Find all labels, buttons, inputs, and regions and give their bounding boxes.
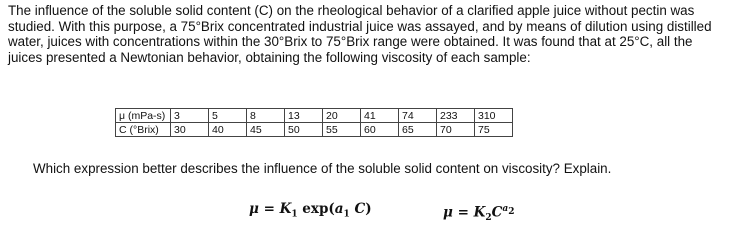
table-cell: 70 — [437, 123, 475, 137]
table-cell: 20 — [323, 109, 361, 123]
problem-statement: The influence of the soluble solid content (C) on the rheological behavior of a clarified apple juice without pectin was studied. With this purpose, a 75°Brix concentrated industrial juice was assayed, and by means of dilution using distilled water, juices with concentrations within the 30°Brix to 75°Brix range were obtained. It was found that at 25°C, all the juices presented a Newtonian behavior, obtaining the following viscosity of each sample: — [8, 3, 712, 65]
table-cell: 65 — [399, 123, 437, 137]
table-cell: 13 — [285, 109, 323, 123]
row-header-viscosity: μ (mPa-s) — [116, 109, 171, 123]
power-model-expression: $\mu = K_2C^{a_2}$ — [443, 204, 515, 224]
table-cell: 41 — [361, 109, 399, 123]
table-cell: 233 — [437, 109, 475, 123]
viscosity-data-table — [115, 108, 513, 137]
table-cell: 8 — [247, 109, 285, 123]
table-cell: 40 — [209, 123, 247, 137]
table-cell: 60 — [361, 123, 399, 137]
table-row-viscosity — [116, 109, 513, 123]
table-cell: 75 — [475, 123, 513, 137]
table-cell: 55 — [323, 123, 361, 137]
table-cell: 74 — [399, 109, 437, 123]
table-cell: 310 — [475, 109, 513, 123]
row-header-concentration: C (°Brix) — [116, 123, 171, 137]
table-cell: 50 — [285, 123, 323, 137]
table-row-concentration — [116, 123, 513, 137]
table-cell: 5 — [209, 109, 247, 123]
question-text: Which expression better describes the influence of the soluble solid content on viscosity? Explain. — [33, 161, 612, 176]
table-cell: 30 — [171, 123, 209, 137]
table-cell: 45 — [247, 123, 285, 137]
exponential-model-expression: $\mu = K_1$ $\exp(a_1$ C) — [249, 201, 372, 220]
table-cell: 3 — [171, 109, 209, 123]
